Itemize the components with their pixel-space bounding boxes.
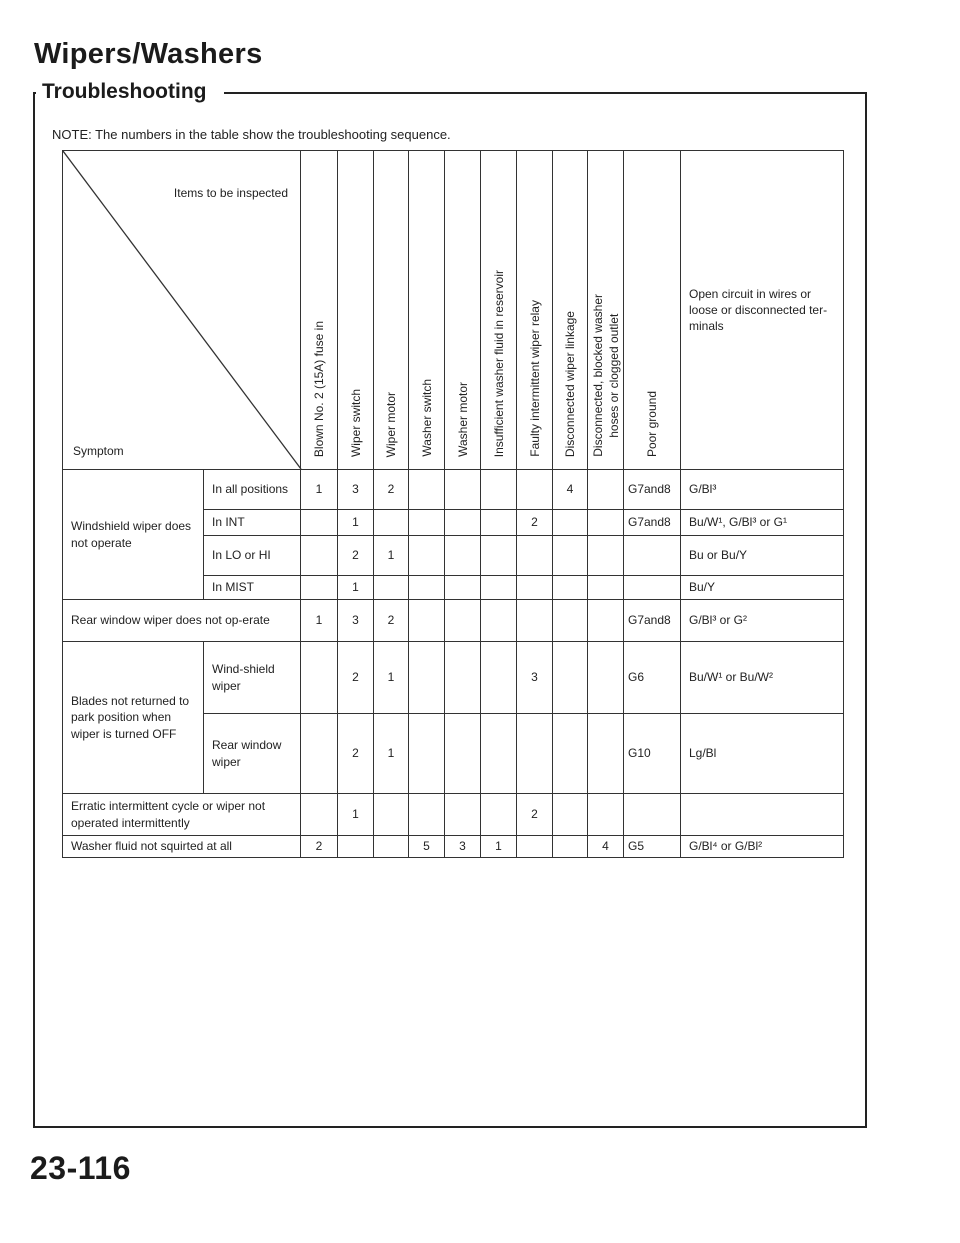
cell (301, 794, 338, 836)
cell: 1 (338, 576, 374, 600)
cell (445, 470, 481, 510)
cell (409, 794, 445, 836)
cell (553, 536, 588, 576)
col-head-ground: Poor ground (624, 151, 681, 470)
cell: 3 (338, 600, 374, 642)
page-number: 23-116 (30, 1150, 131, 1186)
wire-cell: G/Bl⁴ or G/Bl² (681, 836, 844, 858)
cell (445, 600, 481, 642)
cell: 1 (374, 714, 409, 794)
cell: 2 (301, 836, 338, 858)
sub-symptom: In INT (204, 510, 301, 536)
cell (301, 642, 338, 714)
cell: 3 (445, 836, 481, 858)
cell (409, 470, 445, 510)
symptom-washer: Washer fluid not squirted at all (63, 836, 301, 858)
cell (409, 536, 445, 576)
wire-cell: Bu/W¹ or Bu/W² (681, 642, 844, 714)
cell (517, 714, 553, 794)
cell: 4 (588, 836, 624, 858)
cell (481, 600, 517, 642)
sub-symptom: In MIST (204, 576, 301, 600)
sub-symptom: Wind-shield wiper (204, 642, 301, 714)
cell (553, 510, 588, 536)
cell: 3 (517, 642, 553, 714)
cell (517, 836, 553, 858)
cell (588, 576, 624, 600)
ground-cell: G10 (624, 714, 681, 794)
table-row (63, 794, 844, 836)
page-title: Wipers/Washers (34, 38, 263, 70)
cell (588, 794, 624, 836)
cell (301, 576, 338, 600)
cell (409, 576, 445, 600)
sub-symptom: In LO or HI (204, 536, 301, 576)
wire-cell: G/Bl³ (681, 470, 844, 510)
table-note: NOTE: The numbers in the table show the troubleshooting sequence. (52, 127, 451, 142)
wire-cell: Bu or Bu/Y (681, 536, 844, 576)
cell: 1 (481, 836, 517, 858)
cell (588, 714, 624, 794)
cell (374, 510, 409, 536)
cell (553, 576, 588, 600)
cell (374, 576, 409, 600)
cell (445, 714, 481, 794)
cell (409, 510, 445, 536)
cell (553, 642, 588, 714)
cell (588, 510, 624, 536)
wire-cell: Bu/W¹, G/Bl³ or G¹ (681, 510, 844, 536)
col-head-linkage: Disconnected wiper linkage (553, 151, 588, 470)
cell: 2 (374, 600, 409, 642)
cell (481, 576, 517, 600)
cell (409, 642, 445, 714)
sub-symptom: In all positions (204, 470, 301, 510)
symptom-blades: Blades not returned to park position when wiper is turned OFF (63, 642, 204, 794)
symptom-rear-wiper: Rear window wiper does not op-erate (63, 600, 301, 642)
ground-cell: G5 (624, 836, 681, 858)
cell (588, 536, 624, 576)
table-row (63, 470, 844, 510)
cell (481, 794, 517, 836)
col-head-fuse: Blown No. 2 (15A) fuse in (301, 151, 338, 470)
cell (409, 714, 445, 794)
cell (517, 600, 553, 642)
header-row (63, 151, 844, 470)
cell (481, 510, 517, 536)
cell (553, 794, 588, 836)
ground-cell: G7and8 (624, 510, 681, 536)
cell (301, 536, 338, 576)
cell (301, 714, 338, 794)
items-inspected-label: Items to be inspected (173, 186, 288, 200)
cell: 1 (374, 642, 409, 714)
cell (517, 576, 553, 600)
table-row (63, 600, 844, 642)
cell (445, 576, 481, 600)
col-head-washer-fluid: Insufficient washer fluid in reservoir (481, 151, 517, 470)
cell (588, 642, 624, 714)
cell: 1 (301, 470, 338, 510)
ground-cell: G6 (624, 642, 681, 714)
cell: 3 (338, 470, 374, 510)
cell (409, 600, 445, 642)
col-head-hoses: Disconnected, blocked washer hoses or clogged outlet (588, 151, 624, 470)
cell (338, 836, 374, 858)
col-head-wiper-motor: Wiper motor (374, 151, 409, 470)
cell: 4 (553, 470, 588, 510)
cell: 1 (338, 794, 374, 836)
cell: 1 (338, 510, 374, 536)
wire-cell: Lg/Bl (681, 714, 844, 794)
wire-cell (681, 794, 844, 836)
cell (588, 470, 624, 510)
cell (553, 714, 588, 794)
cell (481, 470, 517, 510)
cell: 2 (338, 642, 374, 714)
cell (301, 510, 338, 536)
cell (517, 536, 553, 576)
ground-cell: G7and8 (624, 470, 681, 510)
corner-cell (63, 151, 301, 470)
wire-cell: G/Bl³ or G² (681, 600, 844, 642)
cell (374, 794, 409, 836)
cell (374, 836, 409, 858)
cell (445, 794, 481, 836)
cell: 2 (338, 714, 374, 794)
cell (553, 836, 588, 858)
cell (481, 642, 517, 714)
cell: 1 (301, 600, 338, 642)
symptom-erratic: Erratic intermittent cycle or wiper not operated intermittently (63, 794, 301, 836)
cell (445, 536, 481, 576)
symptom-label: Symptom (73, 443, 124, 458)
cell: 2 (374, 470, 409, 510)
cell (445, 642, 481, 714)
col-head-relay: Faulty intermittent wiper relay (517, 151, 553, 470)
ground-cell: G7and8 (624, 600, 681, 642)
cell (517, 470, 553, 510)
table-row (63, 836, 844, 858)
col-head-washer-motor: Washer motor (445, 151, 481, 470)
cell (481, 714, 517, 794)
sub-symptom: Rear window wiper (204, 714, 301, 794)
ground-cell (624, 794, 681, 836)
cell: 2 (517, 794, 553, 836)
col-head-wiper-switch: Wiper switch (338, 151, 374, 470)
table-row (63, 642, 844, 714)
cell (481, 536, 517, 576)
section-title: Troubleshooting (36, 80, 212, 104)
col-head-washer-switch: Washer switch (409, 151, 445, 470)
col-head-open-circuit: Open circuit in wires or loose or disconnected ter-minals (681, 151, 844, 470)
ground-cell (624, 536, 681, 576)
cell: 2 (517, 510, 553, 536)
cell: 2 (338, 536, 374, 576)
cell: 5 (409, 836, 445, 858)
cell (588, 600, 624, 642)
wire-cell: Bu/Y (681, 576, 844, 600)
symptom-windshield: Windshield wiper does not operate (63, 470, 204, 600)
troubleshooting-table (62, 150, 844, 858)
ground-cell (624, 576, 681, 600)
cell: 1 (374, 536, 409, 576)
cell (445, 510, 481, 536)
cell (553, 600, 588, 642)
